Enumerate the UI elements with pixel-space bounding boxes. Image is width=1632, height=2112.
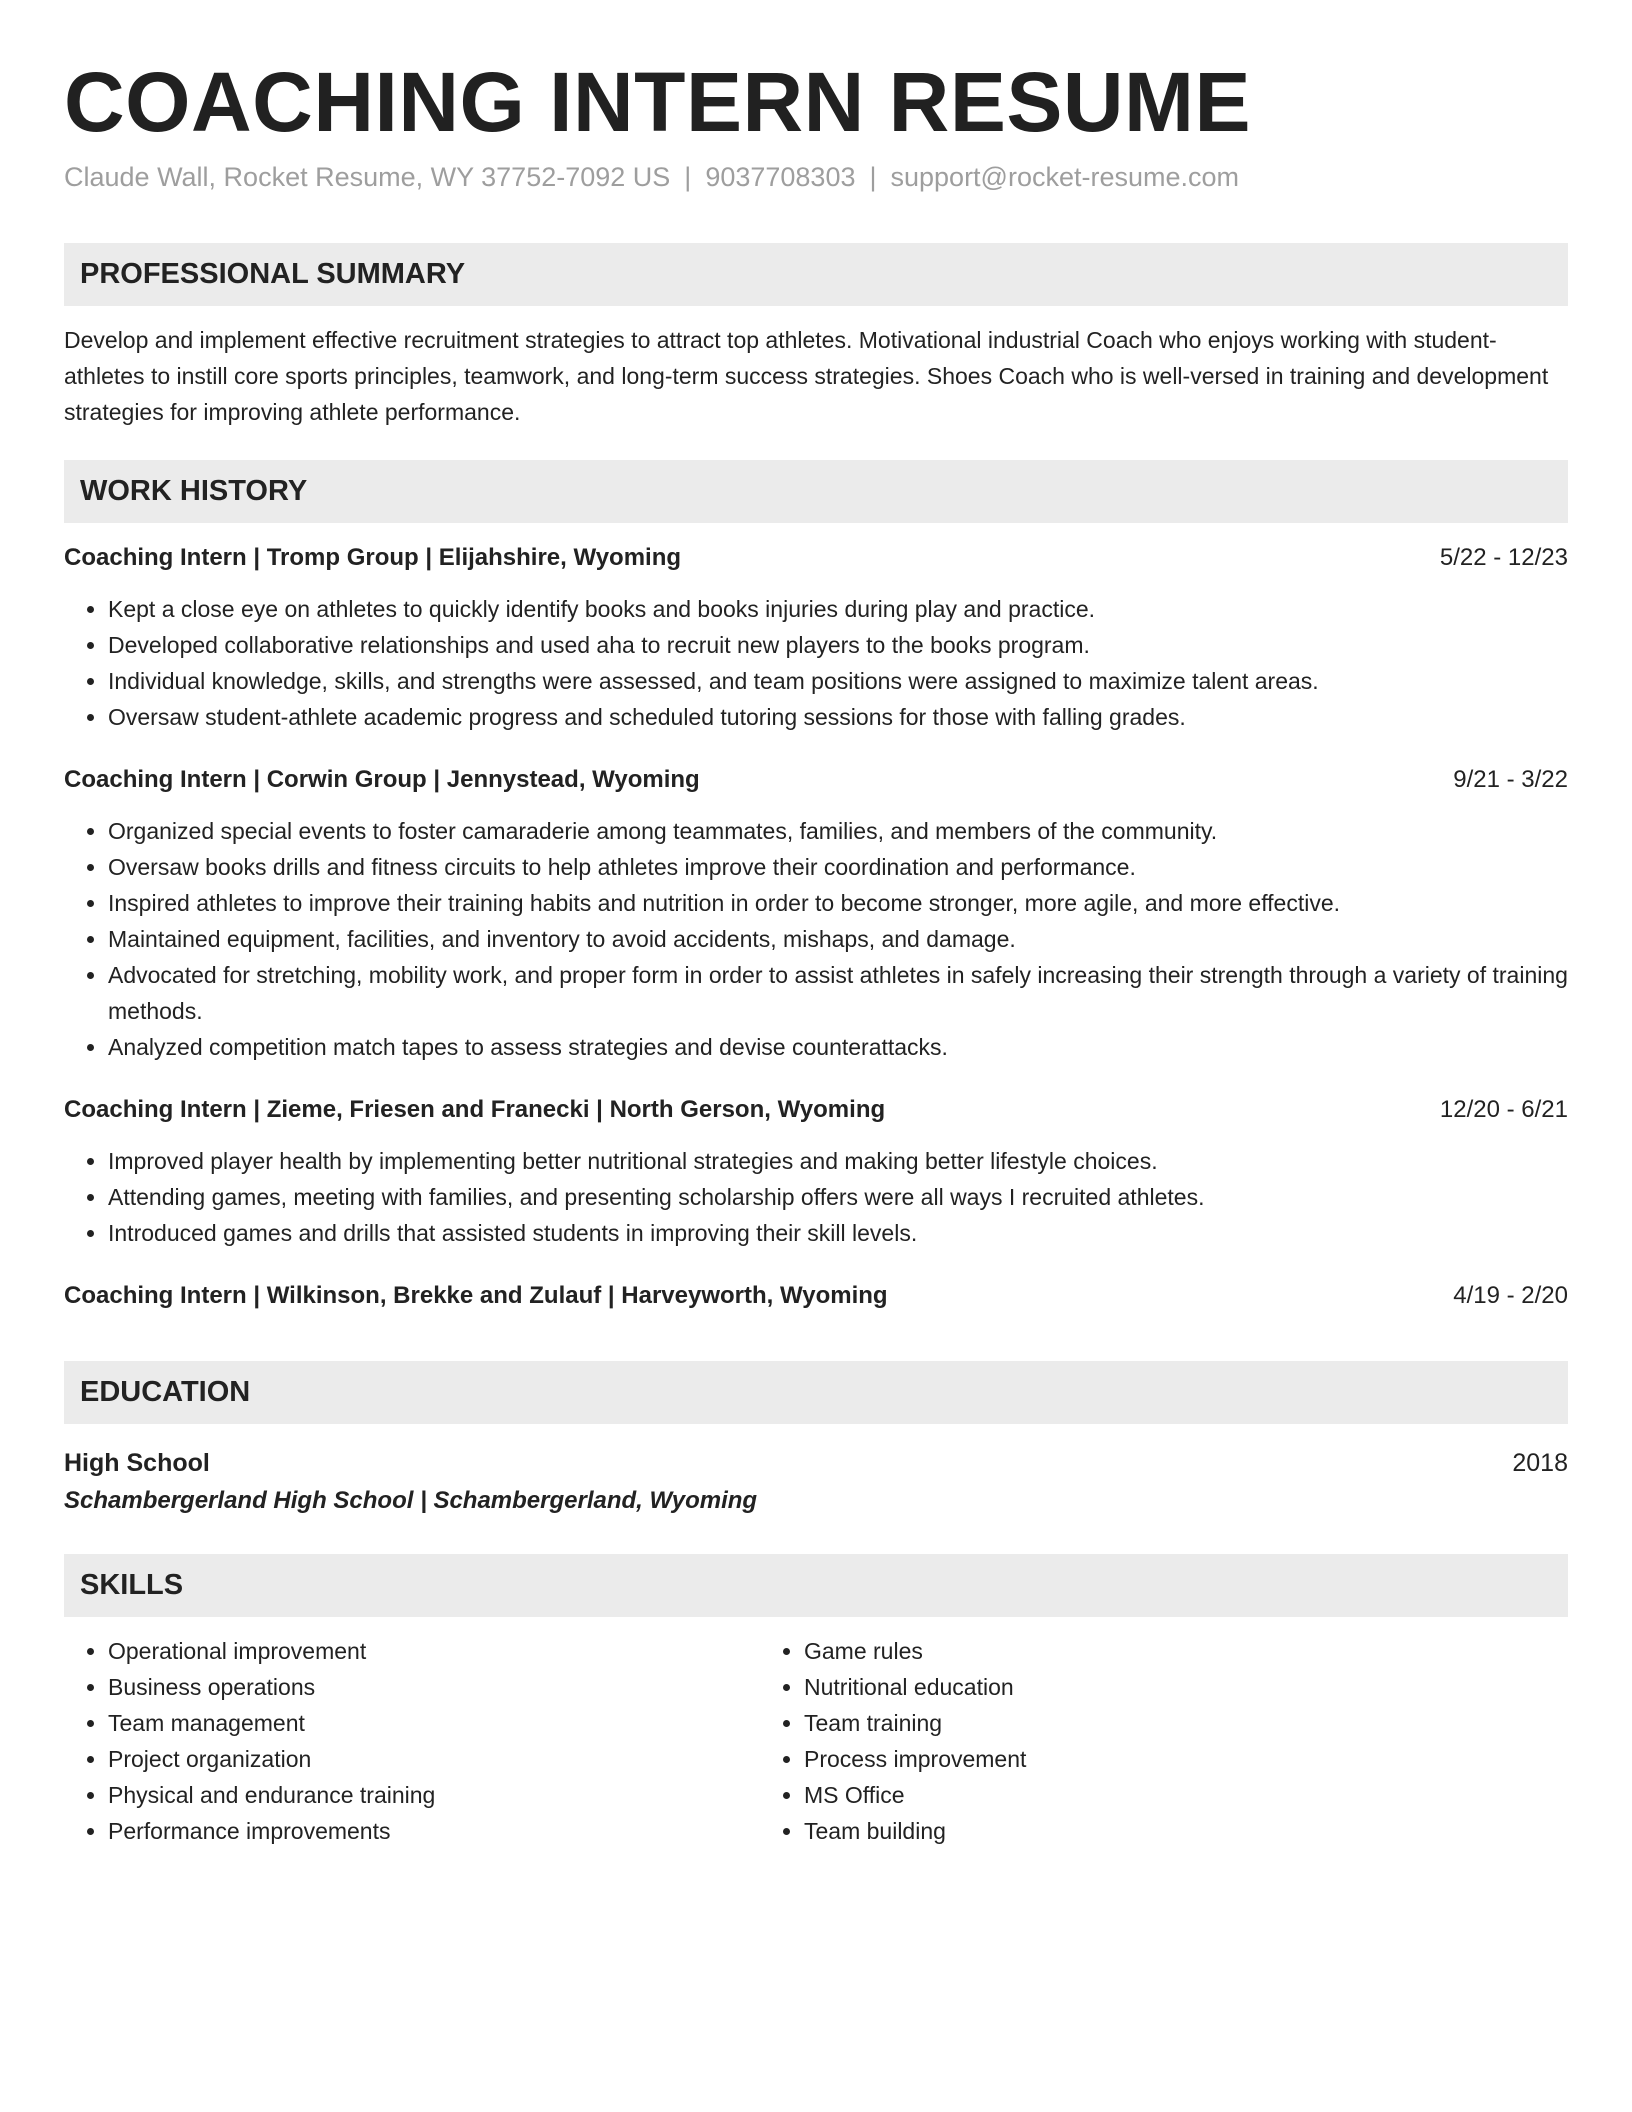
section-heading-summary: PROFESSIONAL SUMMARY [64,243,1568,306]
section-heading-work-history: WORK HISTORY [64,460,1568,523]
skill-item: • Team building [804,1813,1456,1849]
job-entry [64,1279,1568,1313]
resume-title: COACHING INTERN RESUME [64,55,1252,149]
section-heading-skills: SKILLS [64,1554,1568,1617]
job-header [64,1279,1568,1313]
job-bullet: • Individual knowledge, skills, and strengths were assessed, and team positions were assigned to maximize talent areas. [108,663,1568,699]
job-title: Coaching Intern | Tromp Group | Elijahshire, Wyoming [64,544,682,572]
job-dates: 4/19 - 2/20 [1453,1282,1568,1310]
job-bullets [64,1143,1568,1251]
job-dates: 5/22 - 12/23 [1439,544,1568,572]
education-year: 2018 [1512,1449,1568,1478]
job-bullet: • Inspired athletes to improve their training habits and nutrition in order to become stronger, more agile, and more effective. [108,885,1568,921]
education-entry [64,1444,1568,1520]
skills-column-left [64,1633,760,1849]
job-bullet: • Developed collaborative relationships and used aha to recruit new players to the books program. [108,627,1568,663]
job-entry [64,541,1568,735]
skill-item: • Nutritional education [804,1669,1456,1705]
job-title: Coaching Intern | Corwin Group | Jennystead, Wyoming [64,766,700,794]
contact-separator: | [684,162,692,193]
job-dates: 12/20 - 6/21 [1439,1096,1568,1124]
job-bullet: • Kept a close eye on athletes to quickly identify books and books injuries during play and practice. [108,591,1568,627]
job-bullet: • Organized special events to foster camaraderie among teammates, families, and members of the community. [108,813,1568,849]
job-entry [64,1093,1568,1251]
job-header [64,541,1568,575]
job-title: Coaching Intern | Wilkinson, Brekke and Zulauf | Harveyworth, Wyoming [64,1282,888,1310]
job-bullet: • Introduced games and drills that assisted students in improving their skill levels. [108,1215,1568,1251]
job-bullet: • Attending games, meeting with families, and presenting scholarship offers were all ways I recruited athletes. [108,1179,1568,1215]
job-bullet: • Oversaw student-athlete academic progress and scheduled tutoring sessions for those with falling grades. [108,699,1568,735]
skill-item: • Team training [804,1705,1456,1741]
education-degree: High School [64,1449,210,1478]
skill-item: • MS Office [804,1777,1456,1813]
job-header [64,1093,1568,1127]
skill-item: • Project organization [108,1741,760,1777]
summary-text: Develop and implement effective recruitment strategies to attract top athletes. Motivational industrial Coach who enjoys working with student-athletes to instill core sports principles, teamwork, and long-term success strategies. Shoes Coach who is well-versed in training and development strategies for improving athlete performance. [64,327,1549,426]
skill-item: • Team management [108,1705,760,1741]
contact-phone: 9037708303 [705,162,856,193]
job-dates: 9/21 - 3/22 [1453,766,1568,794]
skill-item: • Business operations [108,1669,760,1705]
education-school: Schambergerland High School | Schambergerland, Wyoming [64,1487,758,1515]
job-bullet: • Improved player health by implementing better nutritional strategies and making better lifestyle choices. [108,1143,1568,1179]
skill-item: • Process improvement [804,1741,1456,1777]
education-header [64,1444,1568,1482]
job-header [64,763,1568,797]
job-bullet: • Maintained equipment, facilities, and inventory to avoid accidents, mishaps, and damage. [108,921,1568,957]
contact-email: support@rocket-resume.com [890,162,1240,193]
contact-address: Claude Wall, Rocket Resume, WY 37752-7092 US [64,162,671,193]
skills-column-right [760,1633,1456,1849]
skill-item: • Operational improvement [108,1633,760,1669]
job-title: Coaching Intern | Zieme, Friesen and Franecki | North Gerson, Wyoming [64,1096,886,1124]
contact-separator: | [869,162,877,193]
skill-item: • Physical and endurance training [108,1777,760,1813]
skills-list [64,1633,1568,1849]
job-entry [64,763,1568,1065]
job-bullet: • Analyzed competition match tapes to assess strategies and devise counterattacks. [108,1029,1568,1065]
job-bullet: • Advocated for stretching, mobility work, and proper form in order to assist athletes in safely increasing their strength through a variety of training methods. [108,957,1568,1029]
job-bullets [64,813,1568,1065]
section-heading-education: EDUCATION [64,1361,1568,1424]
job-bullet: • Oversaw books drills and fitness circuits to help athletes improve their coordination and performance. [108,849,1568,885]
skill-item: • Game rules [804,1633,1456,1669]
job-bullets [64,591,1568,735]
skill-item: • Performance improvements [108,1813,760,1849]
contact-line [64,160,1568,195]
